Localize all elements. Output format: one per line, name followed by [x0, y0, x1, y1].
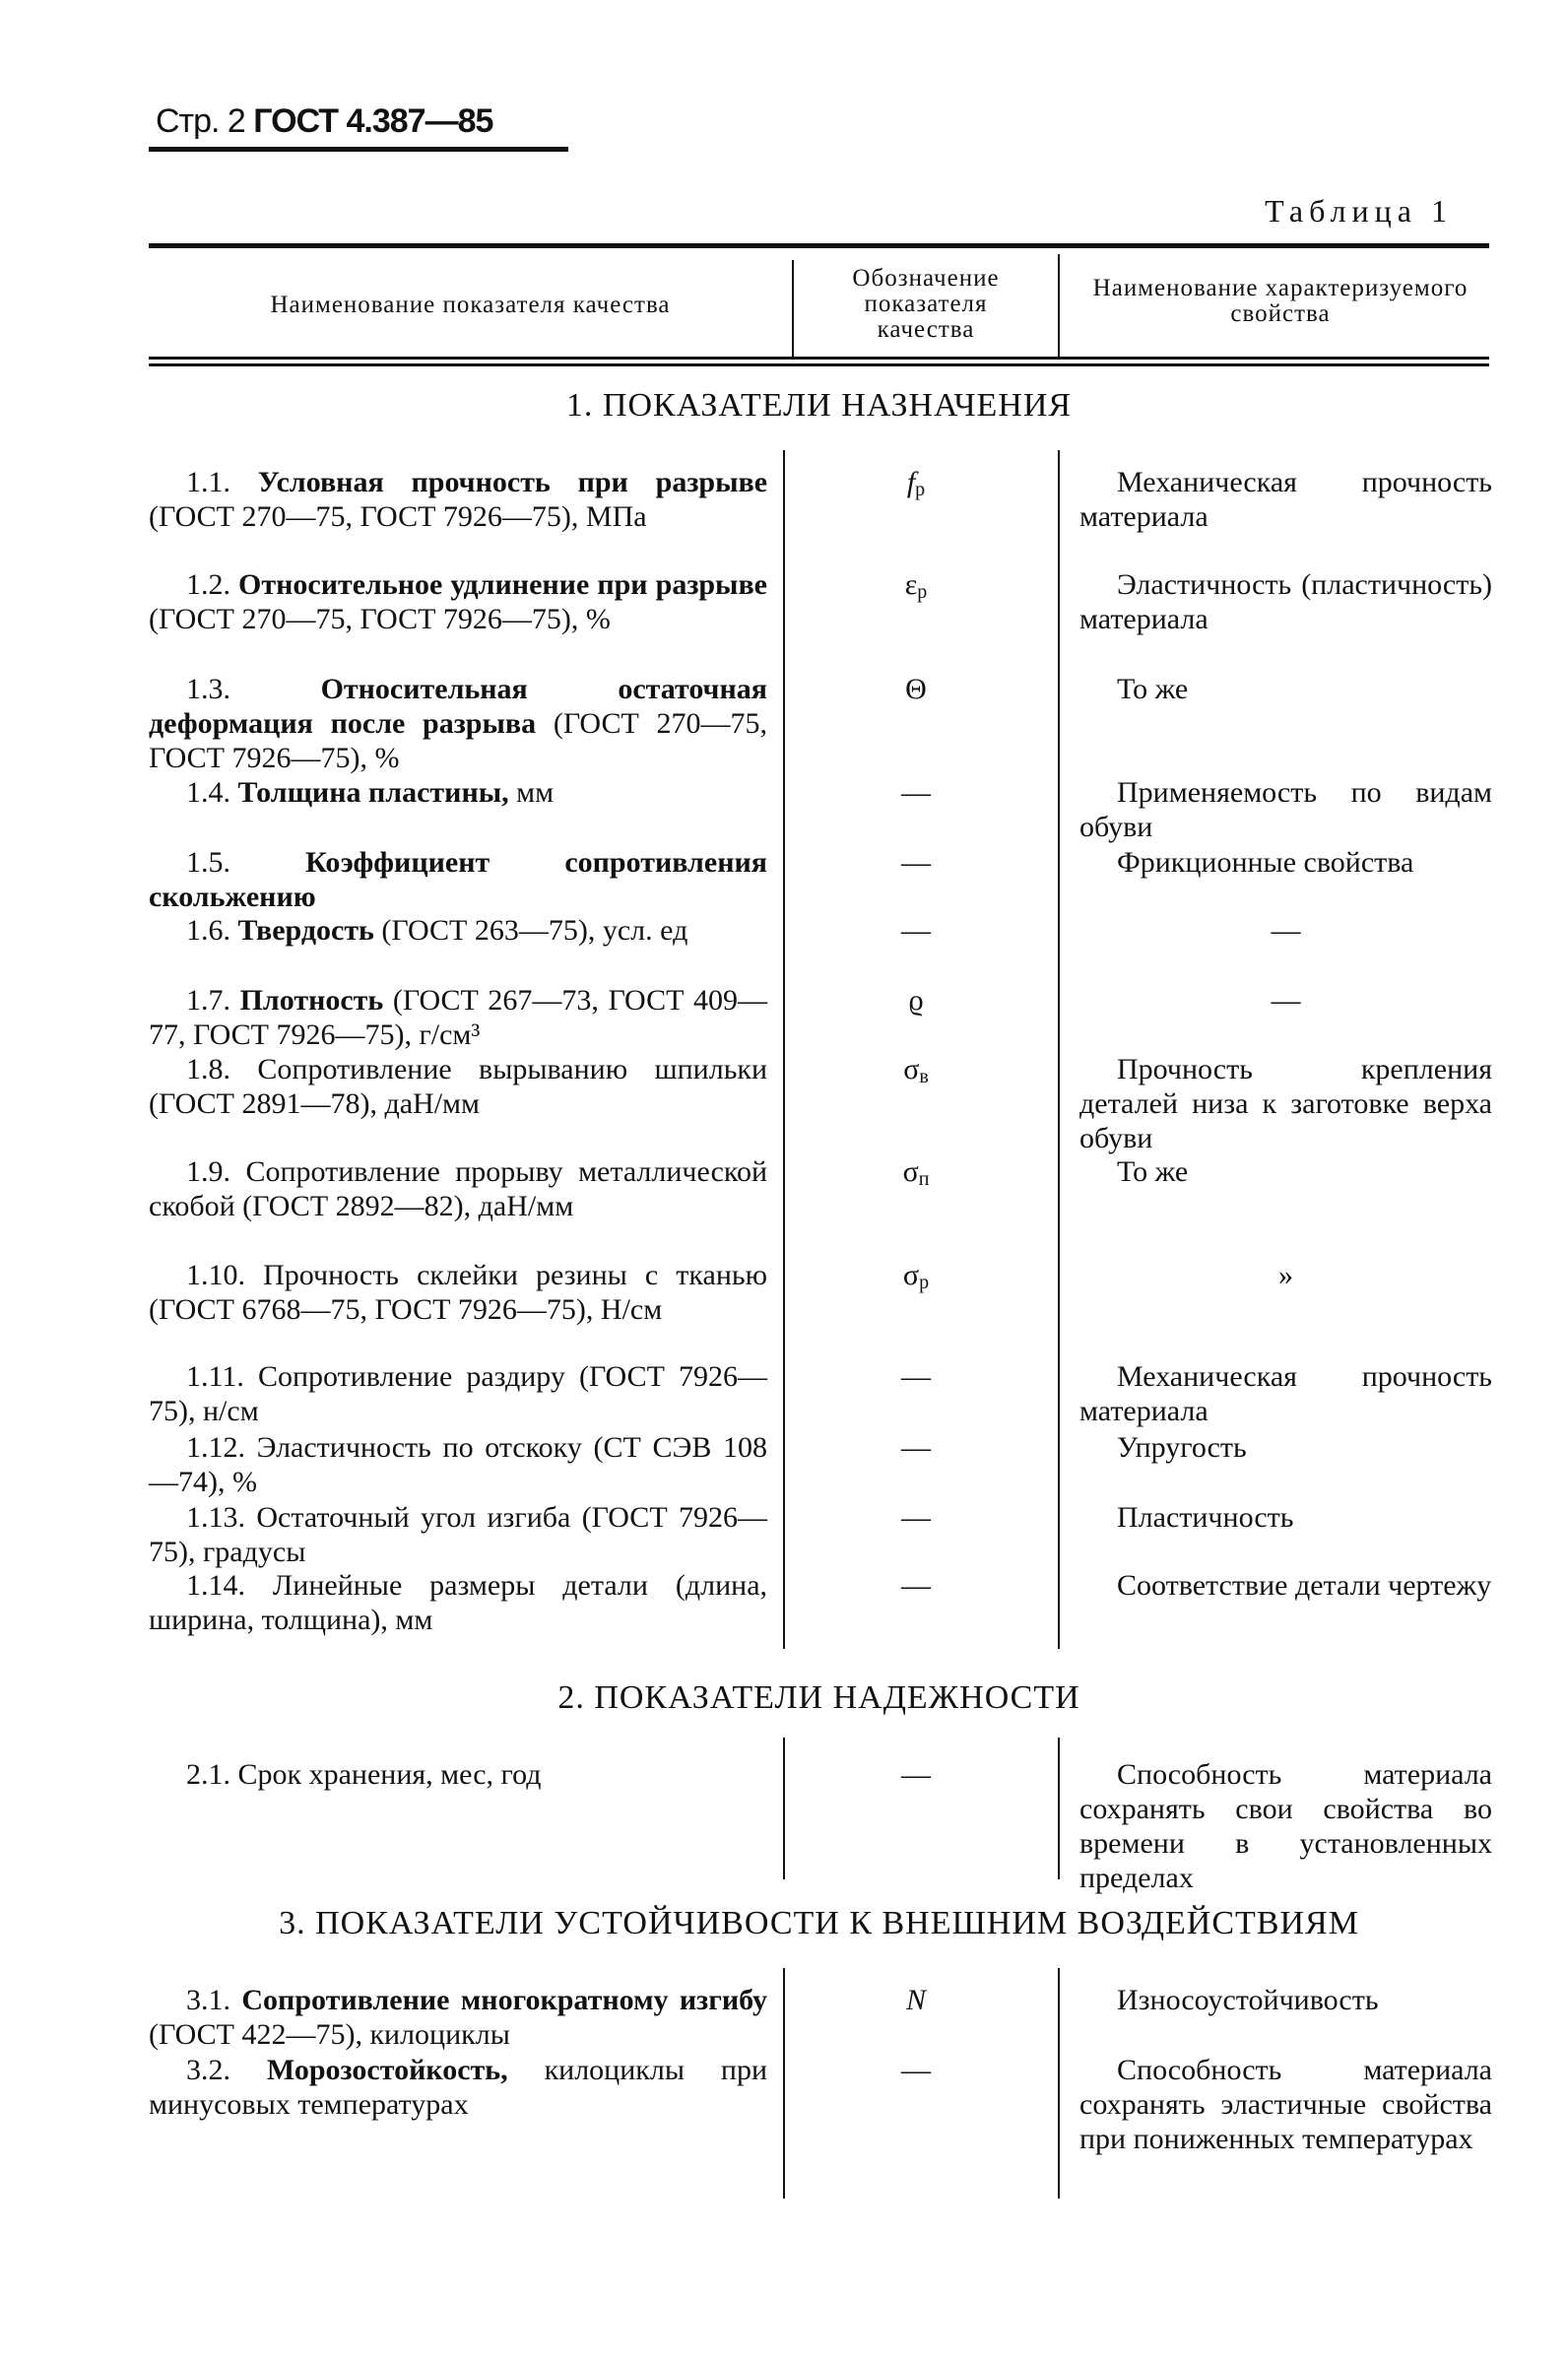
characterized-property: Применяемость по видам обуви — [1079, 776, 1492, 843]
characterized-property: Способность материала сохранять свои свойства во времени в установленных пределах — [1079, 1758, 1492, 1894]
standard-number: ГОСТ 4.387—85 — [253, 102, 493, 140]
symbol-main: — — [901, 1431, 931, 1464]
symbol-subscript: р — [917, 581, 928, 603]
header-rule-1 — [149, 357, 1489, 360]
symbol-main: — — [901, 776, 931, 809]
symbol-subscript: р — [915, 479, 926, 500]
indicator-name — [149, 465, 767, 534]
indicator-details: Остаточный угол изгиба (ГОСТ 7926—75), градусы — [149, 1501, 768, 1568]
symbol-main: — — [901, 1569, 931, 1602]
item-number: 1.7. — [186, 984, 240, 1017]
item-number: 1.5. — [186, 846, 306, 879]
symbol-main: Θ — [905, 673, 927, 705]
characterized-property: Механическая прочность материала — [1079, 1360, 1492, 1427]
indicator-name — [149, 567, 767, 636]
indicator-details: (ГОСТ 270—75, ГОСТ 7926—75), % — [149, 603, 611, 635]
indicator-name — [149, 1430, 767, 1499]
indicator-details: (ГОСТ 267—73, ГОСТ 409—77, ГОСТ 7926—75), г/см³ — [149, 984, 768, 1051]
indicator-name — [149, 1052, 767, 1121]
indicator-bold-name: Условная прочность при разрыве — [257, 466, 768, 498]
indicator-symbol — [817, 2053, 1014, 2087]
symbol-main: N — [905, 1984, 926, 2016]
header-rule — [149, 147, 568, 152]
page-number: Стр. 2 — [156, 102, 245, 140]
symbol-main: — — [901, 914, 931, 947]
column-divider — [783, 450, 785, 1649]
indicator-symbol — [817, 913, 1014, 948]
indicator-symbol — [817, 775, 1014, 810]
indicator-name — [149, 1568, 767, 1637]
column-divider — [1058, 1738, 1060, 1879]
indicator-name — [149, 1500, 767, 1569]
indicator-symbol — [817, 1359, 1014, 1394]
item-number: 3.1. — [186, 1984, 242, 2016]
indicator-name — [149, 1258, 767, 1327]
indicator-name — [149, 775, 767, 810]
symbol-main: ε — [904, 568, 918, 601]
item-number: 1.3. — [186, 673, 321, 705]
characterized-property: Эластичность (пластичность) материала — [1079, 568, 1492, 635]
table-top-rule — [149, 243, 1489, 248]
item-number: 1.10. — [186, 1259, 264, 1291]
symbol-main: — — [901, 1758, 931, 1791]
symbol-main: — — [901, 2054, 931, 2086]
indicator-name — [149, 1983, 767, 2052]
item-number: 3.2. — [186, 2054, 267, 2086]
indicator-bold-name: Относительное удлинение при разрыве — [238, 568, 767, 601]
symbol-main: σ — [903, 1053, 920, 1085]
column-divider — [783, 1738, 785, 1879]
column-divider — [792, 260, 794, 357]
item-number: 1.4. — [186, 776, 238, 809]
indicator-symbol — [817, 1258, 1014, 1300]
symbol-main: σ — [902, 1155, 919, 1188]
section-title: 1. ПОКАЗАТЕЛИ НАЗНАЧЕНИЯ — [565, 387, 1073, 424]
indicator-details: мм — [508, 776, 555, 809]
indicator-symbol — [817, 1430, 1014, 1465]
column-header-property: Наименование характеризуемого свойства — [1092, 275, 1469, 327]
indicator-details: килоциклы при минусовых температурах — [149, 2054, 768, 2121]
characterized-property: — — [1271, 914, 1301, 947]
indicator-symbol — [817, 1154, 1014, 1197]
indicator-details: Сопротивление прорыву металлической скобой (ГОСТ 2892—82), даН/мм — [149, 1155, 767, 1222]
indicator-bold-name: Толщина пластины, — [237, 776, 509, 809]
item-number: 1.2. — [186, 568, 239, 601]
indicator-name — [149, 983, 767, 1052]
column-header-symbol: Обозначение показателя качества — [852, 265, 1000, 343]
indicator-name — [149, 913, 767, 948]
table-label: Таблица 1 — [1265, 193, 1453, 229]
indicator-details: Линейные размеры детали (длина, ширина, толщина), мм — [149, 1569, 768, 1636]
symbol-main: — — [901, 1360, 931, 1393]
item-number: 1.12. — [186, 1431, 257, 1464]
indicator-details: Сопротивление вырыванию шпильки (ГОСТ 2891—78), даН/мм — [149, 1053, 768, 1120]
section-title: 3. ПОКАЗАТЕЛИ УСТОЙЧИВОСТИ К ВНЕШНИМ ВОЗДЕЙСТВИЯМ — [279, 1905, 1359, 1941]
section-title: 2. ПОКАЗАТЕЛИ НАДЕЖНОСТИ — [557, 1679, 1080, 1716]
characterized-property: Прочность крепления деталей низа к заготовке верха обуви — [1079, 1053, 1492, 1154]
indicator-bold-name: Морозостойкость, — [266, 2054, 508, 2086]
characterized-property: » — [1278, 1259, 1293, 1291]
characterized-property: Способность материала сохранять эластичные свойства при пониженных температурах — [1079, 2054, 1492, 2155]
characterized-property: Фрикционные свойства — [1117, 846, 1414, 879]
symbol-subscript: р — [919, 1272, 930, 1293]
header-rule-2 — [149, 363, 1489, 366]
symbol-main: ϱ — [908, 984, 924, 1017]
item-number: 1.9. — [186, 1155, 246, 1188]
indicator-details: Прочность склейки резины с тканью (ГОСТ 6768—75, ГОСТ 7926—75), Н/см — [149, 1259, 767, 1326]
symbol-subscript: п — [918, 1168, 930, 1190]
indicator-name — [149, 845, 767, 914]
item-number: 1.14. — [186, 1569, 273, 1602]
characterized-property: Соответствие детали чертежу — [1117, 1569, 1492, 1602]
symbol-main: f — [906, 466, 916, 498]
indicator-name — [149, 672, 767, 775]
indicator-symbol — [817, 983, 1014, 1018]
indicator-symbol — [817, 672, 1014, 706]
indicator-symbol — [817, 1983, 1014, 2017]
characterized-property: Механическая прочность материала — [1079, 466, 1492, 533]
indicator-name — [149, 1359, 767, 1428]
item-number: 1.1. — [186, 466, 258, 498]
indicator-details: Эластичность по отскоку (СТ СЭВ 108—74), % — [149, 1431, 767, 1498]
indicator-details: Срок хранения, мес, год — [237, 1758, 542, 1791]
indicator-bold-name: Коэффициент сопротивления скольжению — [149, 846, 767, 913]
column-header-name: Наименование показателя качества — [270, 292, 671, 318]
column-divider — [1058, 254, 1060, 357]
indicator-symbol — [817, 1500, 1014, 1535]
symbol-main: — — [901, 1501, 931, 1534]
indicator-name — [149, 1154, 767, 1223]
indicator-bold-name: Твердость — [237, 914, 374, 947]
indicator-name — [149, 1757, 767, 1792]
item-number: 1.8. — [186, 1053, 258, 1085]
item-number: 1.13. — [186, 1501, 257, 1534]
indicator-details: (ГОСТ 263—75), усл. ед — [373, 914, 688, 947]
characterized-property: То же — [1117, 673, 1189, 705]
indicator-symbol — [817, 1052, 1014, 1094]
indicator-details: (ГОСТ 270—75, ГОСТ 7926—75), МПа — [149, 500, 647, 533]
indicator-symbol — [817, 1568, 1014, 1603]
characterized-property: Износоустойчивость — [1117, 1984, 1379, 2016]
symbol-main: σ — [902, 1259, 920, 1291]
indicator-details: Сопротивление раздиру (ГОСТ 7926—75), н/см — [149, 1360, 767, 1427]
column-divider — [1058, 1968, 1060, 2199]
item-number: 1.11. — [186, 1360, 258, 1393]
indicator-symbol — [817, 845, 1014, 880]
characterized-property: — — [1271, 984, 1301, 1017]
indicator-symbol — [817, 465, 1014, 507]
item-number: 1.6. — [186, 914, 238, 947]
indicator-bold-name: Сопротивление многократному изгибу — [241, 1984, 767, 2016]
indicator-details: (ГОСТ 422—75), килоциклы — [149, 2018, 510, 2051]
symbol-main: — — [901, 846, 931, 879]
page-header — [156, 102, 492, 141]
indicator-bold-name: Относительная остаточная деформация после разрыва — [149, 673, 767, 740]
indicator-name — [149, 2053, 767, 2122]
characterized-property: Упругость — [1117, 1431, 1247, 1464]
characterized-property: То же — [1117, 1155, 1189, 1188]
indicator-details: (ГОСТ 270—75, ГОСТ 7926—75), % — [149, 707, 767, 774]
item-number: 2.1. — [186, 1758, 238, 1791]
characterized-property: Пластичность — [1117, 1501, 1294, 1534]
indicator-symbol — [817, 1757, 1014, 1792]
column-divider — [783, 1968, 785, 2199]
indicator-symbol — [817, 567, 1014, 610]
symbol-subscript: в — [919, 1066, 929, 1087]
indicator-bold-name: Плотность — [239, 984, 384, 1017]
column-divider — [1058, 450, 1060, 1649]
